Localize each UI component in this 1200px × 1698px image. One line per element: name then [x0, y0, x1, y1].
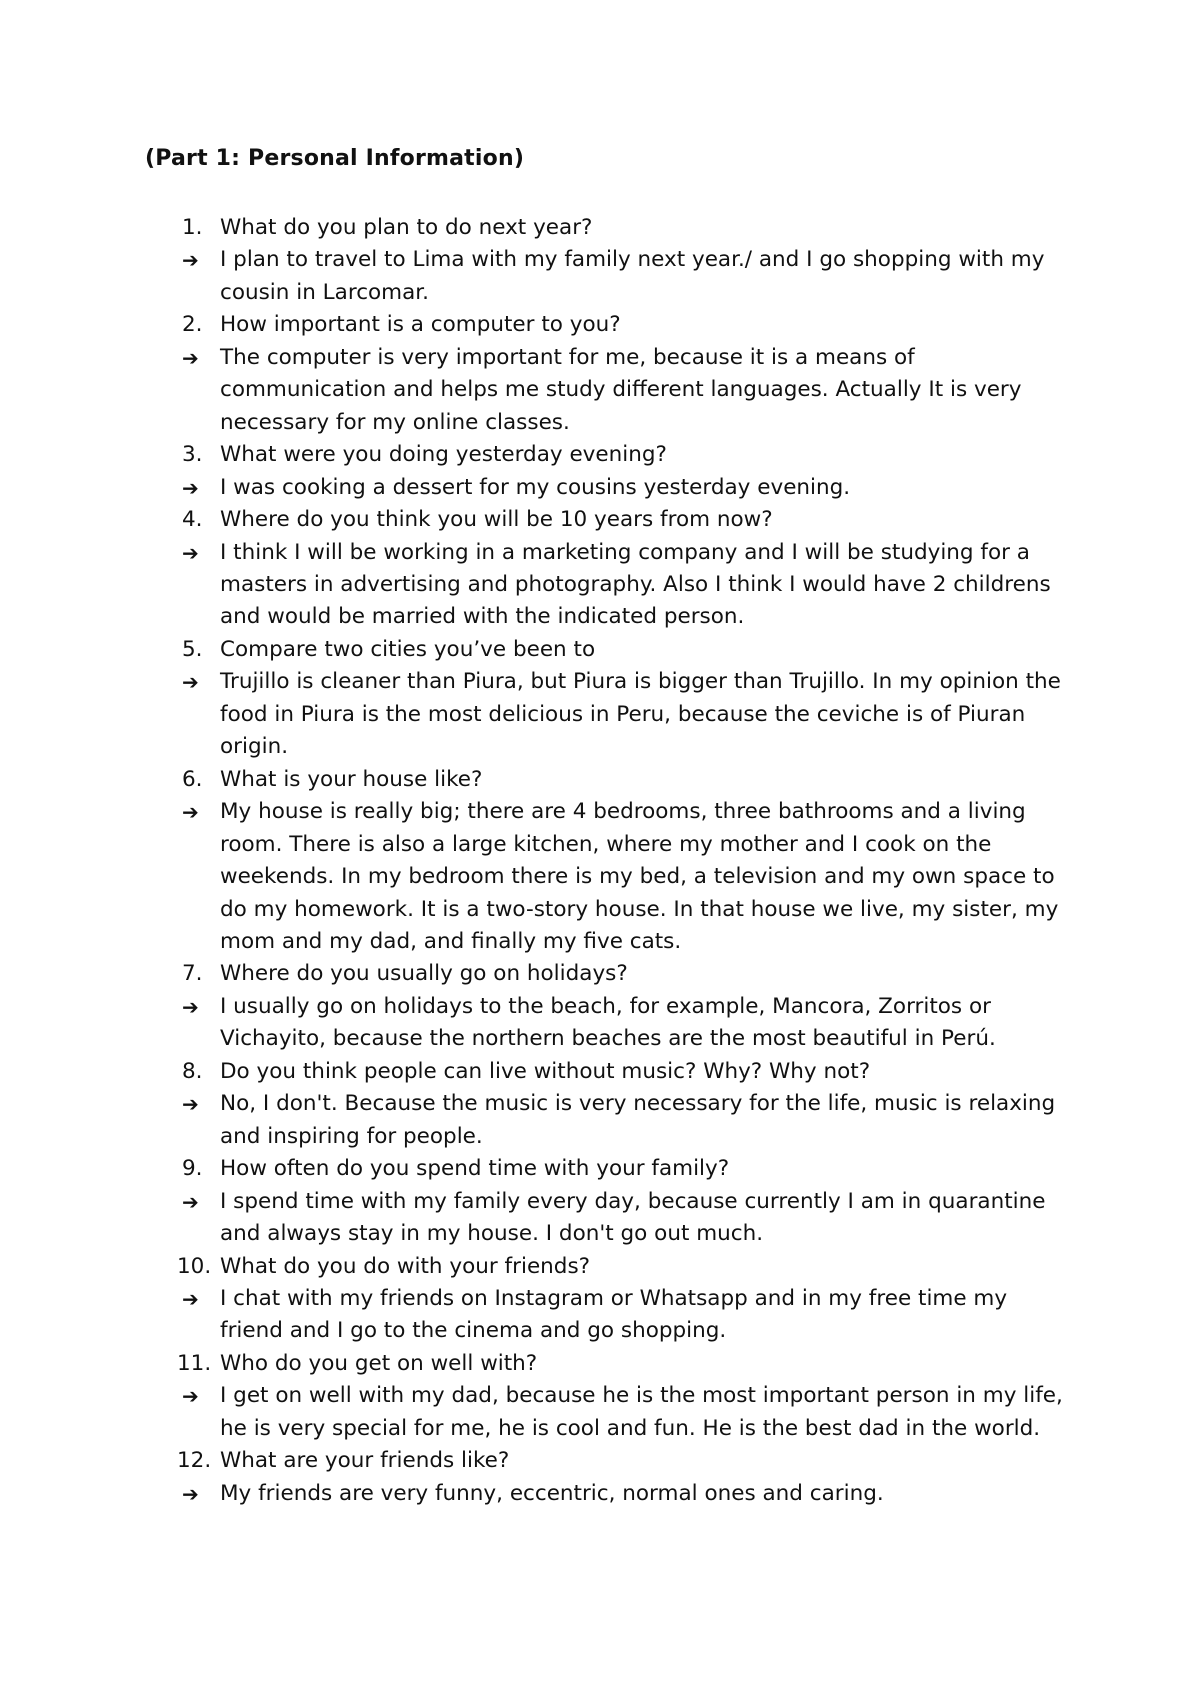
answer-text: I think I will be working in a marketing company and I will be studying for a masters in advertising and photography. Also I think I would have 2 childrens and would be married with the indicated person. [220, 539, 1051, 630]
question-text: What are your friends like? [220, 1448, 510, 1474]
answer-text: I spend time with my family every day, because currently I am in quarantine and always stay in my house. I don't go out much. [220, 1188, 1046, 1247]
answer-text: I get on well with my dad, because he is the most important person in my life, he is very special for me, he is cool and fun. He is the best dad in the world. [220, 1383, 1063, 1441]
question-text: Who do you get on well with? [220, 1350, 538, 1376]
answer-item [0, 1478, 1070, 1510]
answer-item [0, 1088, 1070, 1153]
answer-text: No, I don't. Because the music is very necessary for the life, music is relaxing and inspiring for people. [220, 1091, 1056, 1149]
answer-item [0, 472, 1070, 504]
arrow-icon: ➔ [182, 1481, 199, 1506]
question-item [0, 212, 1070, 244]
arrow-icon: ➔ [182, 800, 199, 825]
question-item [0, 504, 1070, 536]
answer-item [0, 666, 1070, 763]
arrow-icon: ➔ [182, 1384, 199, 1409]
question-text: Where do you usually go on holidays? [220, 961, 628, 987]
qa-list [0, 212, 1200, 1510]
question-item [0, 634, 1070, 666]
answer-item [0, 1380, 1070, 1445]
answer-text: My house is really big; there are 4 bedrooms, three bathrooms and a living room. There is also a large kitchen, where my mother and I cook on the weekends. In my bedroom there is my bed, a television and my own space to do my homework. It is a two-story house. In that house we live, my sister, my mom and my dad, and finally my five cats. [220, 799, 1059, 954]
question-item [0, 1251, 1070, 1283]
question-number: 7. [182, 961, 203, 987]
answer-text: My friends are very funny, eccentric, normal ones and caring. [220, 1480, 884, 1506]
answer-text: Trujillo is cleaner than Piura, but Piura is bigger than Trujillo. In my opinion the food in Piura is the most delicious in Peru, because the ceviche is of Piuran origin. [220, 669, 1061, 760]
answer-item [0, 1186, 1070, 1251]
question-number: 2. [182, 312, 203, 338]
arrow-icon: ➔ [182, 1189, 199, 1214]
question-number: 11. [177, 1350, 212, 1376]
question-item [0, 309, 1070, 341]
question-text: What were you doing yesterday evening? [220, 442, 667, 468]
question-item [0, 1445, 1070, 1477]
question-text: What do you plan to do next year? [220, 215, 593, 240]
question-text: How often do you spend time with your family? [220, 1156, 730, 1182]
arrow-icon: ➔ [182, 1286, 199, 1311]
question-number: 5. [182, 636, 203, 662]
question-text: What do you do with your friends? [220, 1253, 591, 1279]
question-item [0, 439, 1070, 471]
question-number: 12. [177, 1448, 212, 1474]
question-text: Where do you think you will be 10 years from now? [220, 507, 773, 533]
answer-item [0, 796, 1070, 958]
question-item [0, 1348, 1070, 1380]
answer-item [0, 342, 1070, 439]
question-number: 4. [182, 507, 203, 533]
arrow-icon: ➔ [182, 540, 199, 565]
answer-text: I chat with my friends on Instagram or Whatsapp and in my free time my friend and I go to the cinema and go shopping. [220, 1285, 1008, 1344]
answer-text: The computer is very important for me, because it is a means of communication and helps me study different languages. Actually It is very necessary for my online classes. [220, 344, 1022, 435]
answer-item [0, 244, 1070, 309]
arrow-icon: ➔ [182, 475, 199, 500]
page-heading: (Part 1: Personal Information) [145, 146, 525, 171]
arrow-icon: ➔ [182, 994, 199, 1019]
arrow-icon: ➔ [182, 670, 199, 695]
question-number: 8. [182, 1058, 203, 1084]
arrow-icon: ➔ [182, 1092, 199, 1117]
answer-text: I plan to travel to Lima with my family next year./ and I go shopping with my cousin in Larcomar. [220, 247, 1045, 305]
question-item [0, 1153, 1070, 1185]
arrow-icon: ➔ [182, 248, 199, 273]
question-item [0, 1056, 1070, 1088]
answer-item [0, 1283, 1070, 1348]
question-text: Do you think people can live without music? Why? Why not? [220, 1058, 871, 1084]
question-item [0, 958, 1070, 990]
question-number: 9. [182, 1156, 203, 1182]
question-text: How important is a computer to you? [220, 312, 621, 338]
answer-item [0, 991, 1070, 1056]
question-number: 1. [182, 215, 203, 240]
question-number: 3. [182, 442, 203, 468]
answer-item [0, 537, 1070, 634]
question-item [0, 764, 1070, 796]
question-number: 6. [182, 766, 203, 792]
answer-text: I was cooking a dessert for my cousins yesterday evening. [220, 474, 851, 500]
arrow-icon: ➔ [182, 345, 199, 370]
question-text: What is your house like? [220, 766, 483, 792]
question-number: 10. [177, 1253, 212, 1279]
question-text: Compare two cities you’ve been to [220, 636, 596, 662]
answer-text: I usually go on holidays to the beach, for example, Mancora, Zorritos or Vichayito, because the northern beaches are the most beautiful in Perú. [220, 993, 996, 1052]
